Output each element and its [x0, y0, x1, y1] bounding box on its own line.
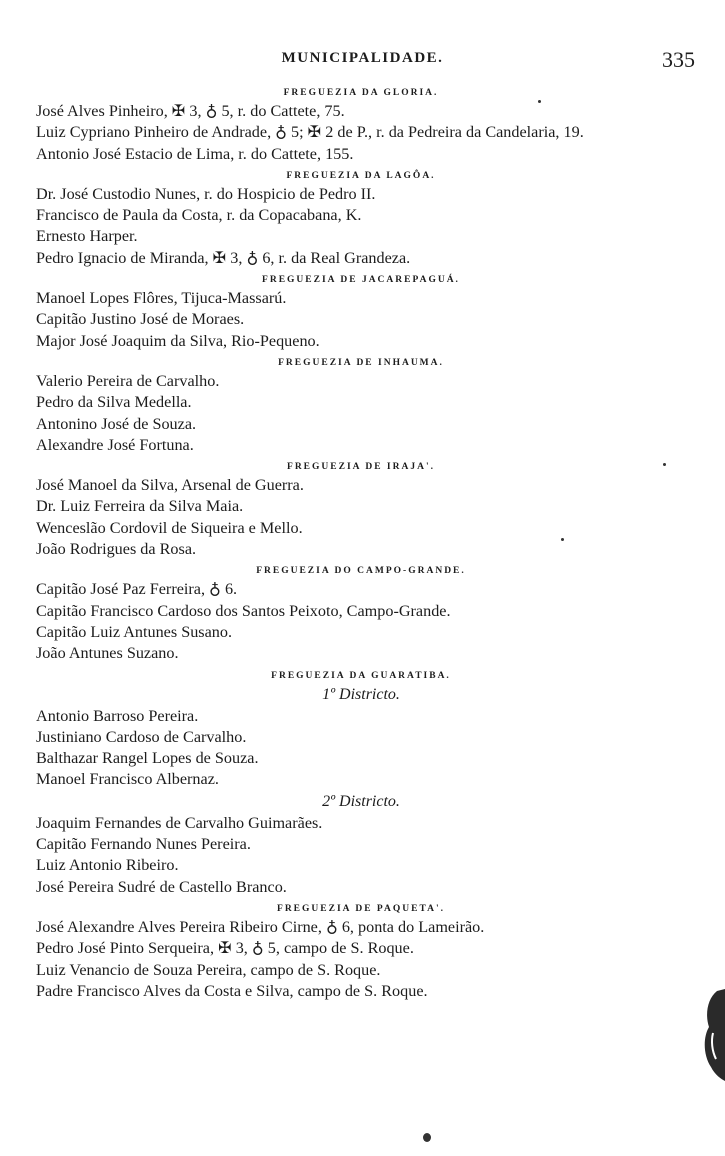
list-item: Luiz Venancio de Souza Pereira, campo de S. Roque.: [36, 960, 381, 979]
page-title: MUNICIPALIDADE.: [281, 50, 444, 66]
list-item: Capitão Justino José de Moraes.: [36, 310, 245, 329]
list-item: Antonio Barroso Pereira.: [36, 706, 199, 725]
list-item: João Rodrigues da Rosa.: [36, 540, 197, 559]
list-item: Manoel Lopes Flôres, Tijuca-Massarú.: [36, 289, 287, 308]
list-item: Joaquim Fernandes de Carvalho Guimarães.: [36, 813, 323, 832]
parish-iraja: [36, 460, 686, 560]
list-item: Francisco de Paula da Costa, r. da Copacabana, K.: [36, 206, 362, 225]
list-item: Luiz Cypriano Pinheiro de Andrade, ♁ 5; ✠ 2 de P., r. da Pedreira da Candelaria, 19.: [36, 123, 584, 142]
section-title: FREGUEZIA DE IRAJA'.: [287, 462, 435, 473]
list-item: Pedro José Pinto Serqueira, ✠ 3, ♁ 5, campo de S. Roque.: [36, 939, 414, 958]
list-item: Alexandre José Fortuna.: [36, 435, 194, 454]
list-item: José Manoel da Silva, Arsenal de Guerra.: [36, 476, 304, 495]
list-item: Antonio José Estacio de Lima, r. do Cattete, 155.: [36, 144, 354, 163]
list-item: Dr. José Custodio Nunes, r. do Hospicio de Pedro II.: [36, 184, 376, 203]
ink-speck: [423, 1133, 431, 1142]
parish-lagoa: [36, 169, 686, 269]
list-item: Dr. Luiz Ferreira da Silva Maia.: [36, 497, 244, 516]
list-item: Pedro da Silva Medella.: [36, 393, 192, 412]
list-item: Balthazar Rangel Lopes de Souza.: [36, 749, 259, 768]
section-title: FREGUEZIA DO CAMPO-GRANDE.: [256, 566, 466, 577]
list-item: Ernesto Harper.: [36, 227, 138, 246]
section-title: FREGUEZIA DA GLORIA.: [283, 88, 439, 98]
district-title: 1º Districto.: [322, 685, 400, 703]
section-title: FREGUEZIA DE PAQUETA'.: [277, 903, 445, 914]
parish-paqueta: [36, 902, 686, 1002]
section-title: FREGUEZIA DE JACAREPAGUÁ.: [262, 275, 460, 286]
page-edge-ornament-icon: [697, 985, 725, 1085]
page-body: [36, 82, 686, 1002]
parish-jacarepagua: [36, 273, 686, 352]
list-item: Major José Joaquim da Silva, Rio-Pequeno.: [36, 331, 320, 350]
list-item: José Alexandre Alves Pereira Ribeiro Cirne, ♁ 6, ponta do Lameirão.: [36, 917, 485, 936]
list-item: Wenceslão Cordovil de Siqueira e Mello.: [36, 518, 303, 537]
ink-speck: [538, 100, 541, 103]
section-title: FREGUEZIA DE INHAUMA.: [278, 357, 444, 368]
list-item: Luiz Antonio Ribeiro.: [36, 856, 179, 875]
list-item: José Alves Pinheiro, ✠ 3, ♁ 5, r. do Cattete, 75.: [36, 102, 345, 120]
list-item: João Antunes Suzano.: [36, 644, 179, 663]
list-item: Capitão José Paz Ferreira, ♁ 6.: [36, 580, 238, 599]
list-item: Capitão Luiz Antunes Susano.: [36, 622, 233, 641]
parish-guaratiba: [36, 669, 686, 898]
section-title: FREGUEZIA DA LAGÔA.: [286, 170, 436, 181]
list-item: Valerio Pereira de Carvalho.: [36, 371, 220, 390]
list-item: Capitão Francisco Cardoso dos Santos Peixoto, Campo-Grande.: [36, 601, 451, 620]
parish-gloria: [36, 86, 686, 165]
list-item: Capitão Fernando Nunes Pereira.: [36, 835, 251, 854]
list-item: Pedro Ignacio de Miranda, ✠ 3, ♁ 6, r. da Real Grandeza.: [36, 248, 411, 267]
page-header: [0, 47, 725, 76]
section-title: FREGUEZIA DA GUARATIBA.: [271, 670, 451, 681]
list-item: Manoel Francisco Albernaz.: [36, 770, 219, 789]
ink-speck: [663, 463, 666, 466]
district-title: 2º Districto.: [322, 792, 400, 810]
list-item: Antonino José de Souza.: [36, 414, 197, 433]
parish-campo-grande: [36, 564, 686, 664]
list-item: José Pereira Sudré de Castello Branco.: [36, 877, 287, 896]
list-item: Padre Francisco Alves da Costa e Silva, campo de S. Roque.: [36, 981, 428, 1000]
ink-speck: [561, 538, 564, 541]
list-item: Justiniano Cardoso de Carvalho.: [36, 727, 247, 746]
parish-inhauma: [36, 356, 686, 456]
page-number: 335: [662, 47, 695, 72]
